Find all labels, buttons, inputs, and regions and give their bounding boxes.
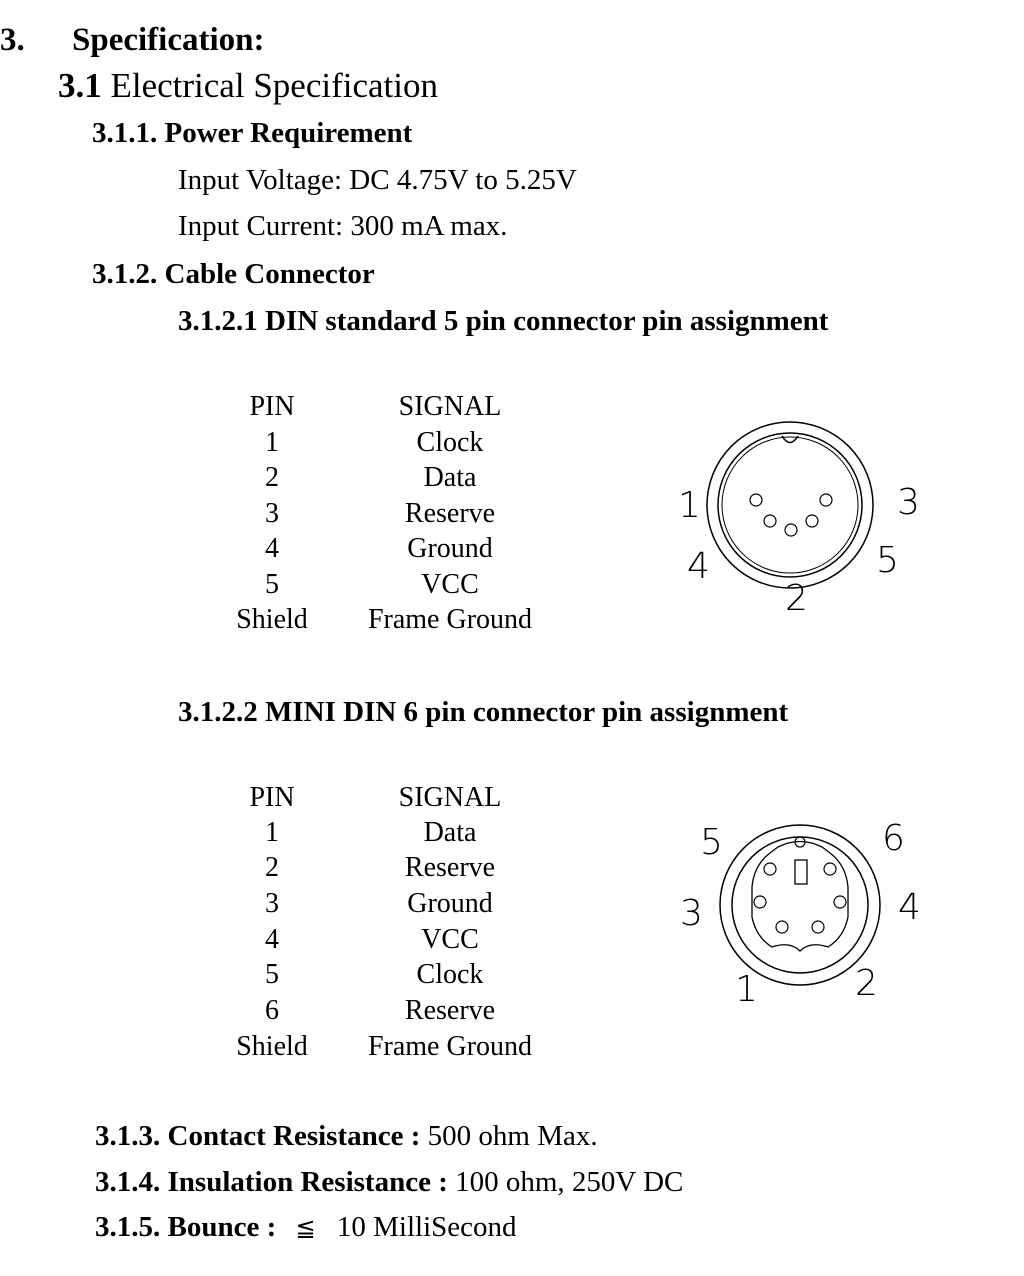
mini6-pin-hole bbox=[764, 863, 776, 875]
din5-inner-ring bbox=[722, 437, 858, 573]
din5-col-pin: PIN bbox=[249, 391, 295, 422]
input-current: Input Current: 300 mA max. bbox=[178, 210, 508, 242]
power-heading: 3.1.1. Power Requirement bbox=[92, 117, 413, 149]
mini6-label: 4 bbox=[898, 887, 921, 928]
mini6-pin: 1 bbox=[265, 817, 279, 848]
mini6-col-pin: PIN bbox=[249, 782, 295, 813]
mini6-center-key bbox=[795, 860, 807, 884]
mini6-label: 2 bbox=[855, 963, 878, 1004]
mini6-pin: 6 bbox=[265, 995, 279, 1026]
mini6-pin: 3 bbox=[265, 888, 279, 919]
din5-label: 2 bbox=[785, 578, 808, 619]
mini6-pin-hole bbox=[812, 921, 824, 933]
din5-heading: 3.1.2.1 DIN standard 5 pin connector pin assignment bbox=[178, 305, 829, 337]
spec-value: 500 ohm Max. bbox=[427, 1120, 598, 1152]
din5-label: 1 bbox=[678, 485, 701, 526]
mini6-pin: 2 bbox=[265, 852, 279, 883]
subsection-number: 3.1 bbox=[58, 66, 102, 105]
mini6-label: 5 bbox=[700, 822, 723, 863]
mini6-signal: Data bbox=[423, 817, 477, 848]
din5-pin-hole bbox=[820, 494, 832, 506]
mini6-pin: 4 bbox=[265, 924, 279, 955]
din5-shield-ring bbox=[718, 433, 862, 577]
din5-signal: VCC bbox=[421, 569, 479, 600]
mini6-connector-diagram bbox=[660, 805, 950, 1015]
mini6-label: 6 bbox=[882, 818, 905, 859]
mini6-signal: Ground bbox=[407, 888, 493, 919]
din5-label: 5 bbox=[876, 540, 899, 581]
mini6-signal: Clock bbox=[416, 959, 484, 990]
section-number: 3. bbox=[0, 22, 25, 58]
subsection-title: Electrical Specification bbox=[110, 66, 438, 105]
din5-pin: Shield bbox=[236, 604, 308, 635]
spec-bounce bbox=[95, 1211, 517, 1244]
spec-label: 3.1.5. Bounce : bbox=[95, 1211, 277, 1243]
din5-pin: 4 bbox=[265, 533, 279, 564]
spec-value: 100 ohm, 250V DC bbox=[455, 1166, 684, 1198]
mini6-label: 1 bbox=[735, 969, 758, 1010]
din5-pin-hole bbox=[764, 515, 776, 527]
din5-label: 3 bbox=[897, 482, 920, 523]
din5-pin: 1 bbox=[265, 427, 279, 458]
din5-connector-diagram bbox=[660, 415, 950, 630]
spec-label: 3.1.4. Insulation Resistance : bbox=[95, 1166, 448, 1198]
din5-col-signal: SIGNAL bbox=[398, 391, 502, 422]
din5-pin-hole bbox=[750, 494, 762, 506]
din5-signal: Data bbox=[423, 462, 477, 493]
mini6-pin-hole bbox=[834, 896, 846, 908]
din5-signal: Ground bbox=[407, 533, 493, 564]
subsection-heading bbox=[58, 66, 438, 106]
din5-outer-ring bbox=[707, 422, 873, 588]
din5-pin: 3 bbox=[265, 498, 279, 529]
section-title: Specification: bbox=[72, 22, 265, 58]
din5-signal: Reserve bbox=[404, 498, 496, 529]
input-voltage: Input Voltage: DC 4.75V to 5.25V bbox=[178, 164, 577, 196]
spec-contact-resistance bbox=[95, 1120, 598, 1153]
mini6-signal: Reserve bbox=[404, 995, 496, 1026]
mini6-col-signal: SIGNAL bbox=[398, 782, 502, 813]
din5-pin: 2 bbox=[265, 462, 279, 493]
less-equal-symbol: ≦ bbox=[295, 1214, 316, 1242]
spec-label: 3.1.3. Contact Resistance : bbox=[95, 1120, 421, 1152]
din5-pin-hole bbox=[785, 524, 797, 536]
spec-value: 10 MilliSecond bbox=[336, 1211, 517, 1243]
mini6-pin-hole bbox=[824, 863, 836, 875]
din5-pin: 5 bbox=[265, 569, 279, 600]
mini6-label: 3 bbox=[680, 893, 703, 934]
spec-insulation-resistance bbox=[95, 1166, 683, 1199]
mini6-signal: Reserve bbox=[404, 852, 496, 883]
mini6-signal: VCC bbox=[421, 924, 479, 955]
mini6-heading: 3.1.2.2 MINI DIN 6 pin connector pin assignment bbox=[178, 696, 789, 728]
din5-signal: Clock bbox=[416, 427, 484, 458]
din5-pin-hole bbox=[806, 515, 818, 527]
din5-label: 4 bbox=[687, 546, 710, 587]
cable-heading: 3.1.2. Cable Connector bbox=[92, 258, 375, 290]
mini6-inner-contour bbox=[752, 842, 848, 952]
mini6-pin: 5 bbox=[265, 959, 279, 990]
mini6-pin-hole bbox=[776, 921, 788, 933]
mini6-pin-hole bbox=[754, 896, 766, 908]
din5-signal: Frame Ground bbox=[367, 604, 533, 635]
mini6-outer-ring bbox=[720, 825, 880, 985]
mini6-signal: Frame Ground bbox=[367, 1031, 533, 1062]
mini6-pin: Shield bbox=[236, 1031, 308, 1062]
